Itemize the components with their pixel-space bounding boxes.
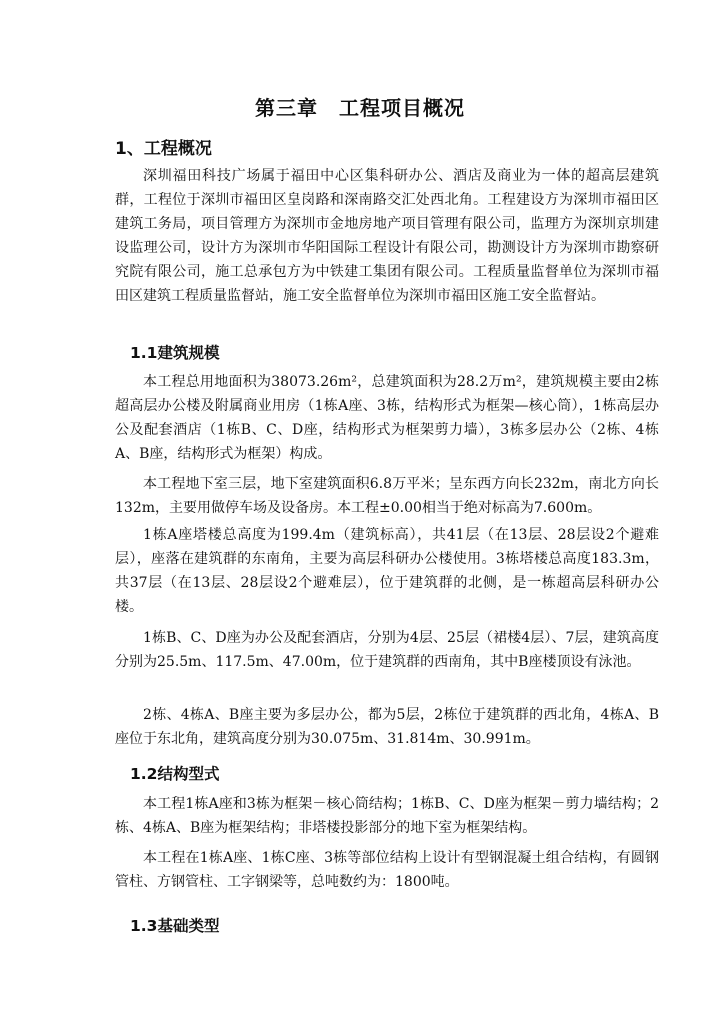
section-heading-structure-type: 1.2结构型式 [130, 765, 220, 783]
paragraph-building-area: 本工程总用地面积为38073.26m²，总建筑面积为28.2万m²，建筑规模主要由2栋超高层办公楼及附属商业用房（1栋A座、3栋，结构形式为框架—核心筒），1栋高层办公及配套酒店（1栋B、C、D座，结构形式为框架剪力墙），3栋多层办公（2栋、4栋A、B座，结构形式为框架）构成。 [115, 374, 659, 462]
paragraph-project-intro: 深圳福田科技广场属于福田中心区集科研办公、酒店及商业为一体的超高层建筑群，工程位于深圳市福田区皇岗路和深南路交汇处西北角。工程建设方为深圳市福田区建筑工务局，项目管理方为深圳市金地房地产项目管理有限公司，监理方为深圳京圳建设监理公司，设计方为深圳市华阳国际工程设计有限公司，勘测设计方为深圳市勘察研究院有限公司，施工总承包方为中铁建工集团有限公司。工程质量监督单位为深圳市福田区建筑工程质量监督站，施工安全监督单位为深圳市福田区施工安全监督站。 [115, 168, 659, 304]
paragraph-tower-a: 1栋A座塔楼总高度为199.4m（建筑标高），共41层（在13层、28层设2个避难层），座落在建筑群的东南角，主要为高层科研办公楼使用。3栋塔楼总高度183.3m，共37层（在13层、28层设2个避难层），位于建筑群的北侧，是一栋超高层科研办公楼。 [115, 527, 659, 615]
paragraph-multistorey-offices: 2栋、4栋A、B座主要为多层办公，都为5层，2栋位于建筑群的西北角，4栋A、B座位于东北角，建筑高度分别为30.075m、31.814m、30.991m。 [115, 707, 659, 747]
paragraph-steel-composite: 本工程在1栋A座、1栋C座、3栋等部位结构上设计有型钢混凝土组合结构，有圆钢管柱、方钢管柱、工字钢梁等，总吨数约为：1800吨。 [115, 850, 659, 890]
paragraph-structure-systems: 本工程1栋A座和3栋为框架－核心筒结构；1栋B、C、D座为框架－剪力墙结构；2栋、4栋A、B座为框架结构；非塔楼投影部分的地下室为框架结构。 [115, 796, 659, 836]
section-heading-building-scale: 1.1建筑规模 [130, 344, 220, 362]
paragraph-building-bcd: 1栋B、C、D座为办公及配套酒店，分别为4层、25层（裙楼4层）、7层，建筑高度分别为25.5m、117.5m、47.00m，位于建筑群的西南角，其中B座楼顶设有泳池。 [115, 630, 659, 670]
section-heading-foundation-type: 1.3基础类型 [130, 917, 220, 935]
paragraph-basement: 本工程地下室三层，地下室建筑面积6.8万平米；呈东西方向长232m，南北方向长132m，主要用做停车场及设备房。本工程±0.00相当于绝对标高为7.600m。 [115, 476, 659, 516]
section-heading-project-overview: 1、工程概况 [115, 139, 212, 159]
chapter-title: 第三章 工程项目概况 [255, 96, 465, 120]
